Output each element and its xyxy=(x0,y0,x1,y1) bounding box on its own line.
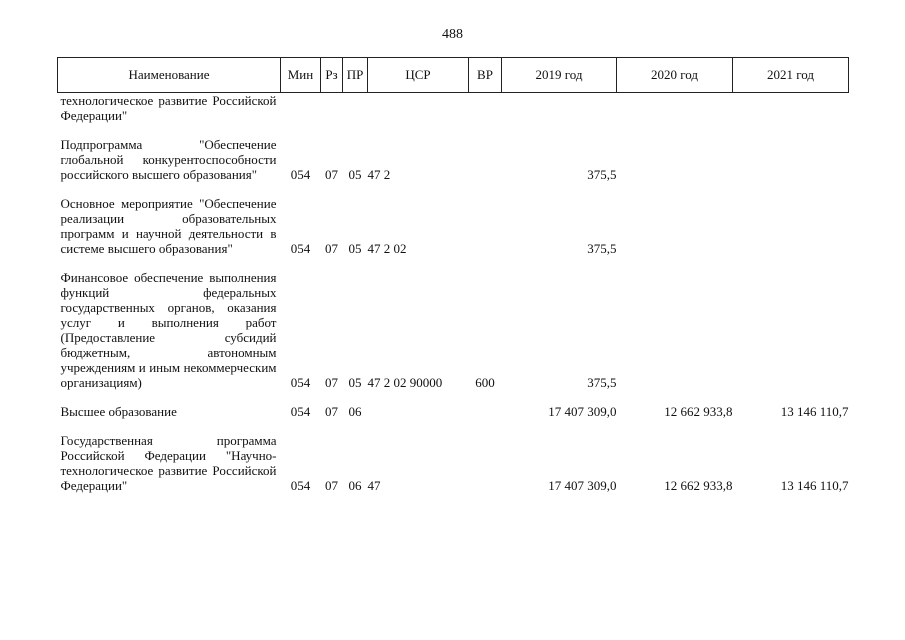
row-rz xyxy=(321,93,343,124)
row-2020 xyxy=(617,137,733,182)
row-rz: 07 xyxy=(325,404,338,419)
header-2020: 2020 год xyxy=(617,58,733,93)
row-2021 xyxy=(733,137,849,182)
row-vr xyxy=(469,137,502,182)
row-2019: 17 407 309,0 xyxy=(548,404,617,419)
table-row xyxy=(58,433,849,493)
table-row xyxy=(58,196,849,256)
table-row xyxy=(58,270,849,390)
header-min: Мин xyxy=(281,58,321,93)
budget-table xyxy=(57,57,849,493)
row-min: 054 xyxy=(290,167,311,182)
table-row xyxy=(58,93,849,124)
row-2021: 13 146 110,7 xyxy=(780,478,849,493)
row-min: 054 xyxy=(290,478,311,493)
row-2019: 375,5 xyxy=(587,375,617,390)
row-2021 xyxy=(733,196,849,256)
row-2020 xyxy=(617,196,733,256)
row-name: Высшее образование xyxy=(60,404,177,419)
row-2019 xyxy=(502,93,617,124)
header-2019: 2019 год xyxy=(502,58,617,93)
row-2021: 13 146 110,7 xyxy=(780,404,849,419)
row-rz: 07 xyxy=(325,375,338,390)
row-csr xyxy=(368,404,469,419)
row-2019: 375,5 xyxy=(587,241,617,256)
table-row xyxy=(58,404,849,419)
row-min: 054 xyxy=(290,375,311,390)
header-csr: ЦСР xyxy=(368,58,469,93)
row-csr xyxy=(368,93,469,124)
row-2020 xyxy=(617,93,733,124)
row-vr xyxy=(469,433,502,493)
row-vr xyxy=(469,196,502,256)
row-2020: 12 662 933,8 xyxy=(664,478,733,493)
row-csr: 47 2 02 90000 xyxy=(367,375,443,390)
row-name: Государственная программа Российской Федерации "Научно-технологическое развитие Российской Федерации" xyxy=(60,433,277,493)
row-name: Основное мероприятие "Обеспечение реализации образовательных программ и научной деятельности в системе высшего образования" xyxy=(60,196,277,256)
header-pr: ПР xyxy=(343,58,368,93)
row-pr: 05 xyxy=(348,167,362,182)
row-vr xyxy=(469,93,502,124)
row-pr: 05 xyxy=(348,241,362,256)
row-min: 054 xyxy=(290,404,311,419)
row-name: технологическое развитие Российской Федерации" xyxy=(60,93,277,123)
page-number: 488 xyxy=(442,27,463,42)
row-vr xyxy=(469,404,502,419)
row-name: Подпрограмма "Обеспечение глобальной конкурентоспособности российского высшего образования" xyxy=(60,137,277,182)
row-2020: 12 662 933,8 xyxy=(664,404,733,419)
row-csr: 47 2 xyxy=(367,167,391,182)
row-2019: 17 407 309,0 xyxy=(548,478,617,493)
row-min: 054 xyxy=(290,241,311,256)
row-pr: 06 xyxy=(348,404,362,419)
table-header-row xyxy=(58,58,849,93)
header-vr: ВР xyxy=(469,58,502,93)
row-2021 xyxy=(733,270,849,390)
row-2021 xyxy=(733,93,849,124)
row-rz: 07 xyxy=(325,478,338,493)
row-name: Финансовое обеспечение выполнения функций федеральных государственных органов, оказания услуг и выполнения работ (Предоставление субсидий бюджетным, автономным учреждениям и иным некоммерческим организациям) xyxy=(60,270,277,390)
header-rz: Рз xyxy=(321,58,343,93)
table-row xyxy=(58,137,849,182)
header-2021: 2021 год xyxy=(733,58,849,93)
row-pr: 06 xyxy=(348,478,362,493)
row-csr: 47 xyxy=(367,478,381,493)
row-2019: 375,5 xyxy=(587,167,617,182)
row-vr: 600 xyxy=(475,375,495,390)
row-csr: 47 2 02 xyxy=(367,241,407,256)
row-min xyxy=(281,93,321,124)
row-rz: 07 xyxy=(325,167,338,182)
header-name: Наименование xyxy=(58,58,281,93)
row-rz: 07 xyxy=(325,241,338,256)
row-pr xyxy=(343,93,368,124)
row-pr: 05 xyxy=(348,375,362,390)
row-2020 xyxy=(617,270,733,390)
